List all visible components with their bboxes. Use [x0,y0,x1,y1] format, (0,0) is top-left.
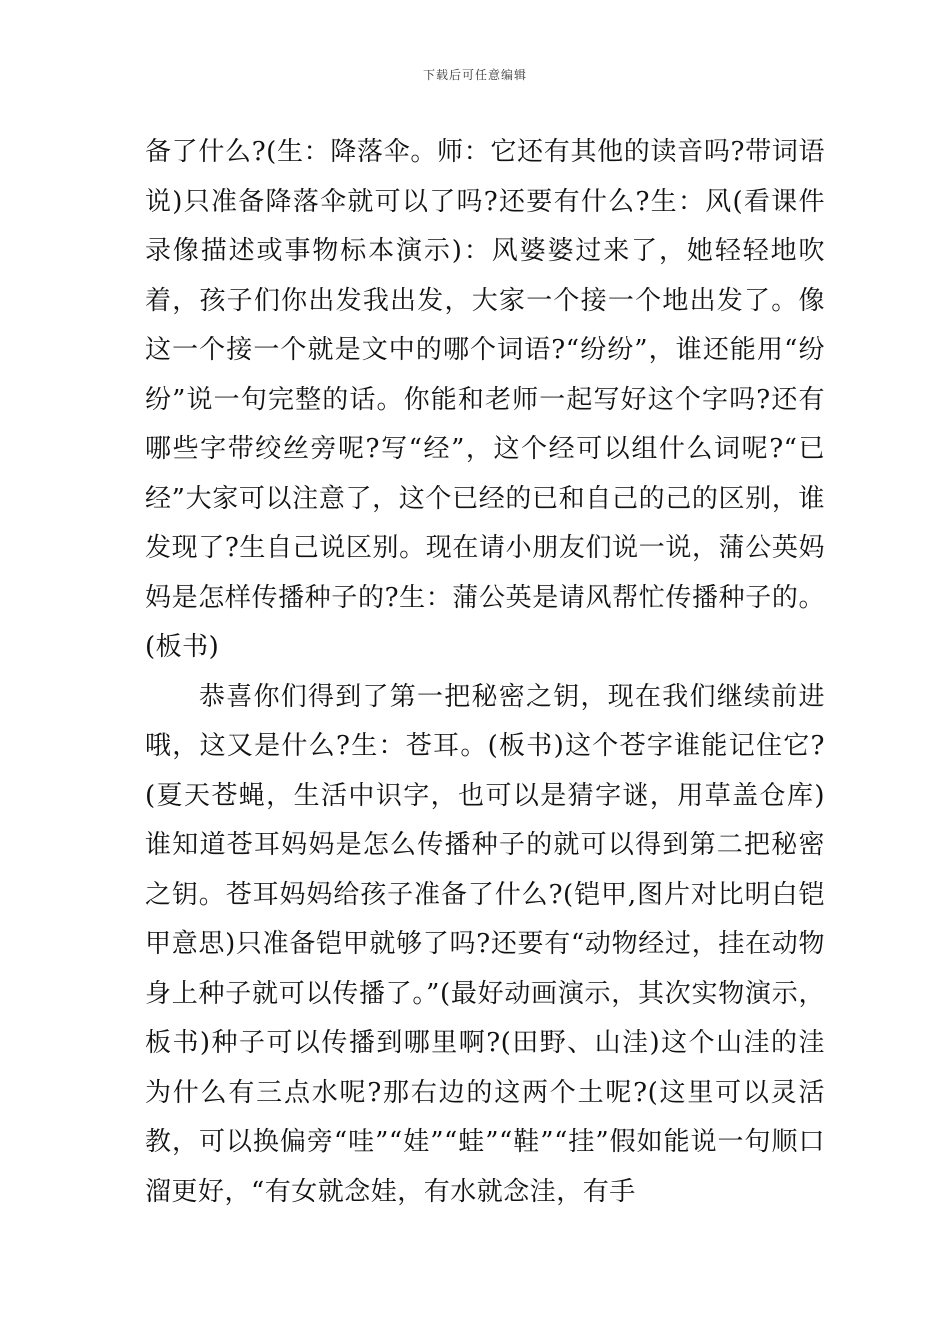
paragraph-2: 恭喜你们得到了第一把秘密之钥，现在我们继续前进哦，这又是什么?生：苍耳。(板书)这个苍字谁能记住它?(夏天苍蝇，生活中识字，也可以是猜字谜，用草盖仓库)谁知道苍耳妈妈是怎么传播种子的就可以得到第二把秘密之钥。苍耳妈妈给孩子准备了什么?(铠甲,图片对比明白铠甲意思)只准备铠甲就够了吗?还要有“动物经过，挂在动物身上种子就可以传播了。”(最好动画演示，其次实物演示，板书)种子可以传播到哪里啊?(田野、山洼)这个山洼的洼为什么有三点水呢?那右边的这两个土呢?(这里可以灵活教，可以换偏旁“哇”“娃”“蛙”“鞋”“挂”假如能说一句顺口溜更好，“有女就念娃，有水就念洼，有手 [145,681,825,1207]
page-header-note: 下载后可任意编辑 [422,68,527,82]
paragraph-1: 备了什么?(生：降落伞。师：它还有其他的读音吗?带词语说)只准备降落伞就可以了吗?还要有什么?生：风(看课件录像描述或事物标本演示)：风婆婆过来了，她轻轻地吹着，孩子们你出发我出发，大家一个接一个地出发了。像这一个接一个就是文中的哪个词语?“纷纷”，谁还能用“纷纷”说一句完整的话。你能和老师一起写好这个字吗?还有哪些字带绞丝旁呢?写“经”，这个经可以组什么词呢?“已经”大家可以注意了，这个已经的已和自己的己的区别，谁发现了?生自己说区别。现在请小朋友们说一说，蒲公英妈妈是怎样传播种子的?生：蒲公英是请风帮忙传播种子的。(板书) [145,137,825,662]
document-body [145,128,825,1217]
